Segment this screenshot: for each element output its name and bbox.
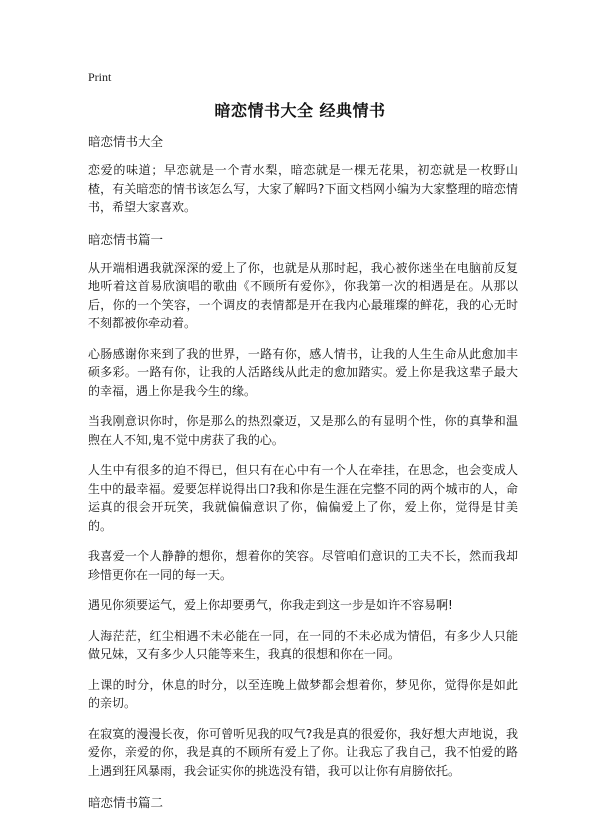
paragraph: 人生中有很多的迫不得已，但只有在心中有一个人在牵挂，在思念，也会变成人生中的最幸福。爱要怎样说得出口?我和你是生涯在完整不同的两个城市的人，命运真的很会开玩笑，我就偏偏意识了你，偏偏爱上了你，爱上你，觉得是甘美的。 [88, 463, 518, 533]
page-title: 暗恋情书大全 经典情书 [214, 101, 386, 120]
print-label[interactable]: Print [88, 70, 112, 84]
paragraph: 当我刚意识你时，你是那么的热烈豪迈，又是那么的有显明个性，你的真挚和温煦在人不知,鬼不觉中虏获了我的心。 [88, 414, 518, 447]
paragraph: 人海茫茫，红尘相遇不未必能在一同，在一同的不未必成为情侣，有多少人只能做兄妹，又有多少人只能等来生，我真的很想和你在一同。 [88, 628, 518, 661]
paragraph: 我喜爱一个人静静的想你，想着你的笑容。尽管咱们意识的工夫不长，然而我却珍惜更你在一同的每一天。 [88, 549, 518, 582]
section-heading-intro: 暗恋情书大全 [88, 134, 164, 149]
paragraph: 遇见你须要运气，爱上你却要勇气，你我走到这一步是如许不容易啊! [88, 598, 453, 612]
paragraph: 心肠感谢你来到了我的世界，一路有你，感人情书，让我的人生生命从此愈加丰硕多彩。一路有你，让我的人活路线从此走的愈加踏实。爱上你是我这辈子最大的幸福，遇上你是我今生的缘。 [88, 346, 518, 398]
paragraph: 在寂寞的漫漫长夜，你可曾听见我的叹气?我是真的很爱你，我好想大声地说，我爱你，亲爱的你，我是真的不顾所有爱上了你。让我忘了我自己，我不怕爱的路上遇到狂风暴雨，我会证实你的挑选没有错，我可以让你有肩膀依托。 [88, 726, 518, 778]
document-body [88, 131, 518, 822]
section-heading-part-two: 暗恋情书篇二 [88, 795, 164, 810]
paragraph: 从开端相遇我就深深的爱上了你，也就是从那时起，我心被你迷坐在电脑前反复地听着这首易欣演唱的歌曲《不顾所有爱你》，你我第一次的相遇是在。从那以后，你的一个笑容，一个调皮的表情都是开在我内心最璀璨的鲜花，我的心无时不刻都被你牵动着。 [88, 260, 518, 330]
section-heading-part-one: 暗恋情书篇一 [88, 231, 164, 247]
paragraph: 上课的时分，休息的时分，以至连晚上做梦都会想着你，梦见你，觉得你是如此的亲切。 [88, 677, 518, 710]
paragraph: 恋爱的味道；早恋就是一个青水梨，暗恋就是一棵无花果，初恋就是一枚野山楂，有关暗恋的情书该怎么写，大家了解吗?下面文档网小编为大家整理的暗恋情书，希望大家喜欢。 [88, 163, 518, 214]
